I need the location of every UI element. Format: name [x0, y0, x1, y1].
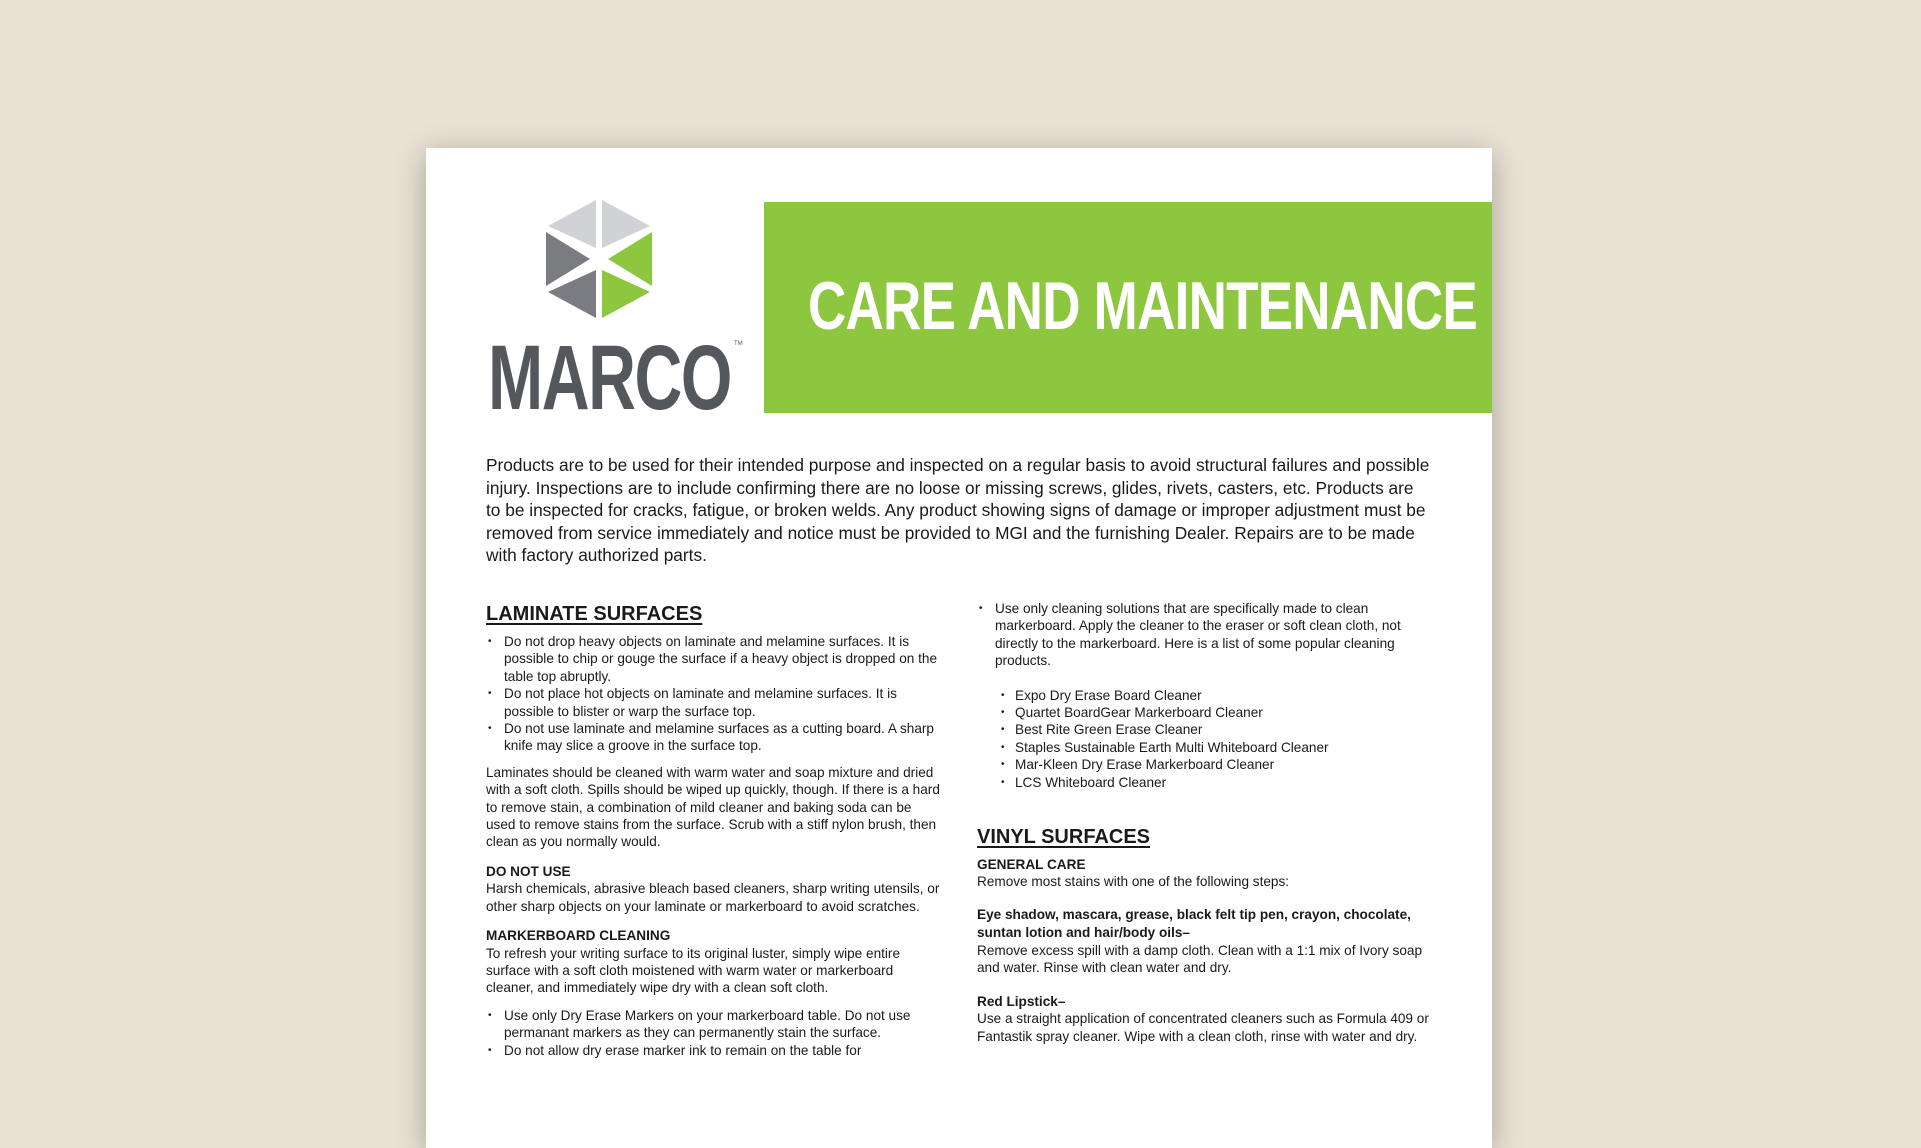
laminate-bullets [486, 633, 941, 755]
general-care-heading: GENERAL CARE [977, 857, 1086, 873]
list-item: • Use only Dry Erase Markers on your markerboard table. Do not use permanant markers as they can permanently stain the surface. [486, 1007, 941, 1042]
stain2-heading: Red Lipstick– [977, 993, 1066, 1009]
title-banner [764, 202, 1492, 413]
cleaning-products-list [977, 687, 1432, 791]
list-item: • Do not use laminate and melamine surfaces as a cutting board. A sharp knife may slice a groove in the surface top. [486, 720, 941, 755]
document-page [426, 148, 1492, 1148]
stain1-text: Remove excess spill with a damp cloth. Clean with a 1:1 mix of Ivory soap and water. Rinse with clean water and dry. [977, 942, 1423, 976]
marco-wordmark: MARCO [488, 327, 732, 429]
list-item: • Do not drop heavy objects on laminate and melamine surfaces. It is possible to chip or gouge the surface if a heavy object is dropped on the table top abruptly. [486, 633, 941, 685]
cleaning-bullets [977, 600, 1432, 670]
product-item: • Best Rite Green Erase Cleaner [977, 721, 1432, 738]
product-item: • LCS Whiteboard Cleaner [977, 774, 1432, 791]
stain1-heading: Eye shadow, mascara, grease, black felt tip pen, crayon, chocolate, suntan lotion and hair/body oils– [977, 906, 1411, 940]
stain2-text: Use a straight application of concentrated cleaners such as Formula 409 or Fantastik spray cleaner. Wipe with a clean cloth, rinse with water and dry. [977, 1011, 1429, 1044]
left-column [486, 602, 941, 1059]
page-title: CARE AND MAINTENANCE [808, 268, 1478, 344]
do-not-use-text: Harsh chemicals, abrasive bleach based cleaners, sharp writing utensils, or other sharp objects on your laminate or markerboard to avoid scratches. [486, 881, 940, 914]
list-item: • Use only cleaning solutions that are specifically made to clean markerboard. Apply the cleaner to the eraser or soft clean cloth, not directly to the markerboard. Here is a list of some popular cleaning products. [977, 600, 1432, 670]
markerboard-bullets [486, 1007, 941, 1059]
vinyl-heading: VINYL SURFACES [977, 826, 1150, 849]
product-item: • Staples Sustainable Earth Multi Whiteboard Cleaner [977, 739, 1432, 756]
laminate-heading: LAMINATE SURFACES [486, 603, 703, 625]
intro-paragraph: Products are to be used for their intended purpose and inspected on a regular basis to avoid structural failures and possible injury. Inspections are to include confirming there are no loose or missing screws, glides, rivets, casters, etc. Products are to be inspected for cracks, fatigue, or broken welds. Any product showing signs of damage or improper adjustment must be removed from service immediately and notice must be provided to MGI and the furnishing Dealer. Repairs are to be made with factory authorized parts. [486, 455, 1430, 566]
trademark-mark: TM [734, 341, 743, 347]
markerboard-text: To refresh your writing surface to its original luster, simply wipe entire surface with a soft cloth moistened with warm water or markerboard cleaner, and immediately wipe dry with a clean soft cloth. [486, 945, 901, 996]
do-not-use-heading: DO NOT USE [486, 863, 571, 879]
product-item: • Quartet BoardGear Markerboard Cleaner [977, 704, 1432, 721]
product-item: • Expo Dry Erase Board Cleaner [977, 687, 1432, 704]
marco-hexagon-logo-icon [544, 198, 654, 320]
list-item: • Do not place hot objects on laminate and melamine surfaces. It is possible to blister or warp the surface top. [486, 685, 941, 720]
general-care-text: Remove most stains with one of the following steps: [977, 874, 1290, 890]
laminate-paragraph: Laminates should be cleaned with warm water and soap mixture and dried with a soft cloth. Spills should be wiped up quickly, though. If there is a hard to remove stain, a combination of mild cleaner and baking soda can be used to remove stains from the surface. Scrub with a stiff nylon brush, then clean as you normally would. [486, 764, 940, 850]
right-column [977, 600, 1432, 1045]
product-item: • Mar-Kleen Dry Erase Markerboard Cleaner [977, 756, 1432, 773]
markerboard-heading: MARKERBOARD CLEANING [486, 928, 671, 944]
list-item: • Do not allow dry erase marker ink to remain on the table for [486, 1042, 941, 1059]
